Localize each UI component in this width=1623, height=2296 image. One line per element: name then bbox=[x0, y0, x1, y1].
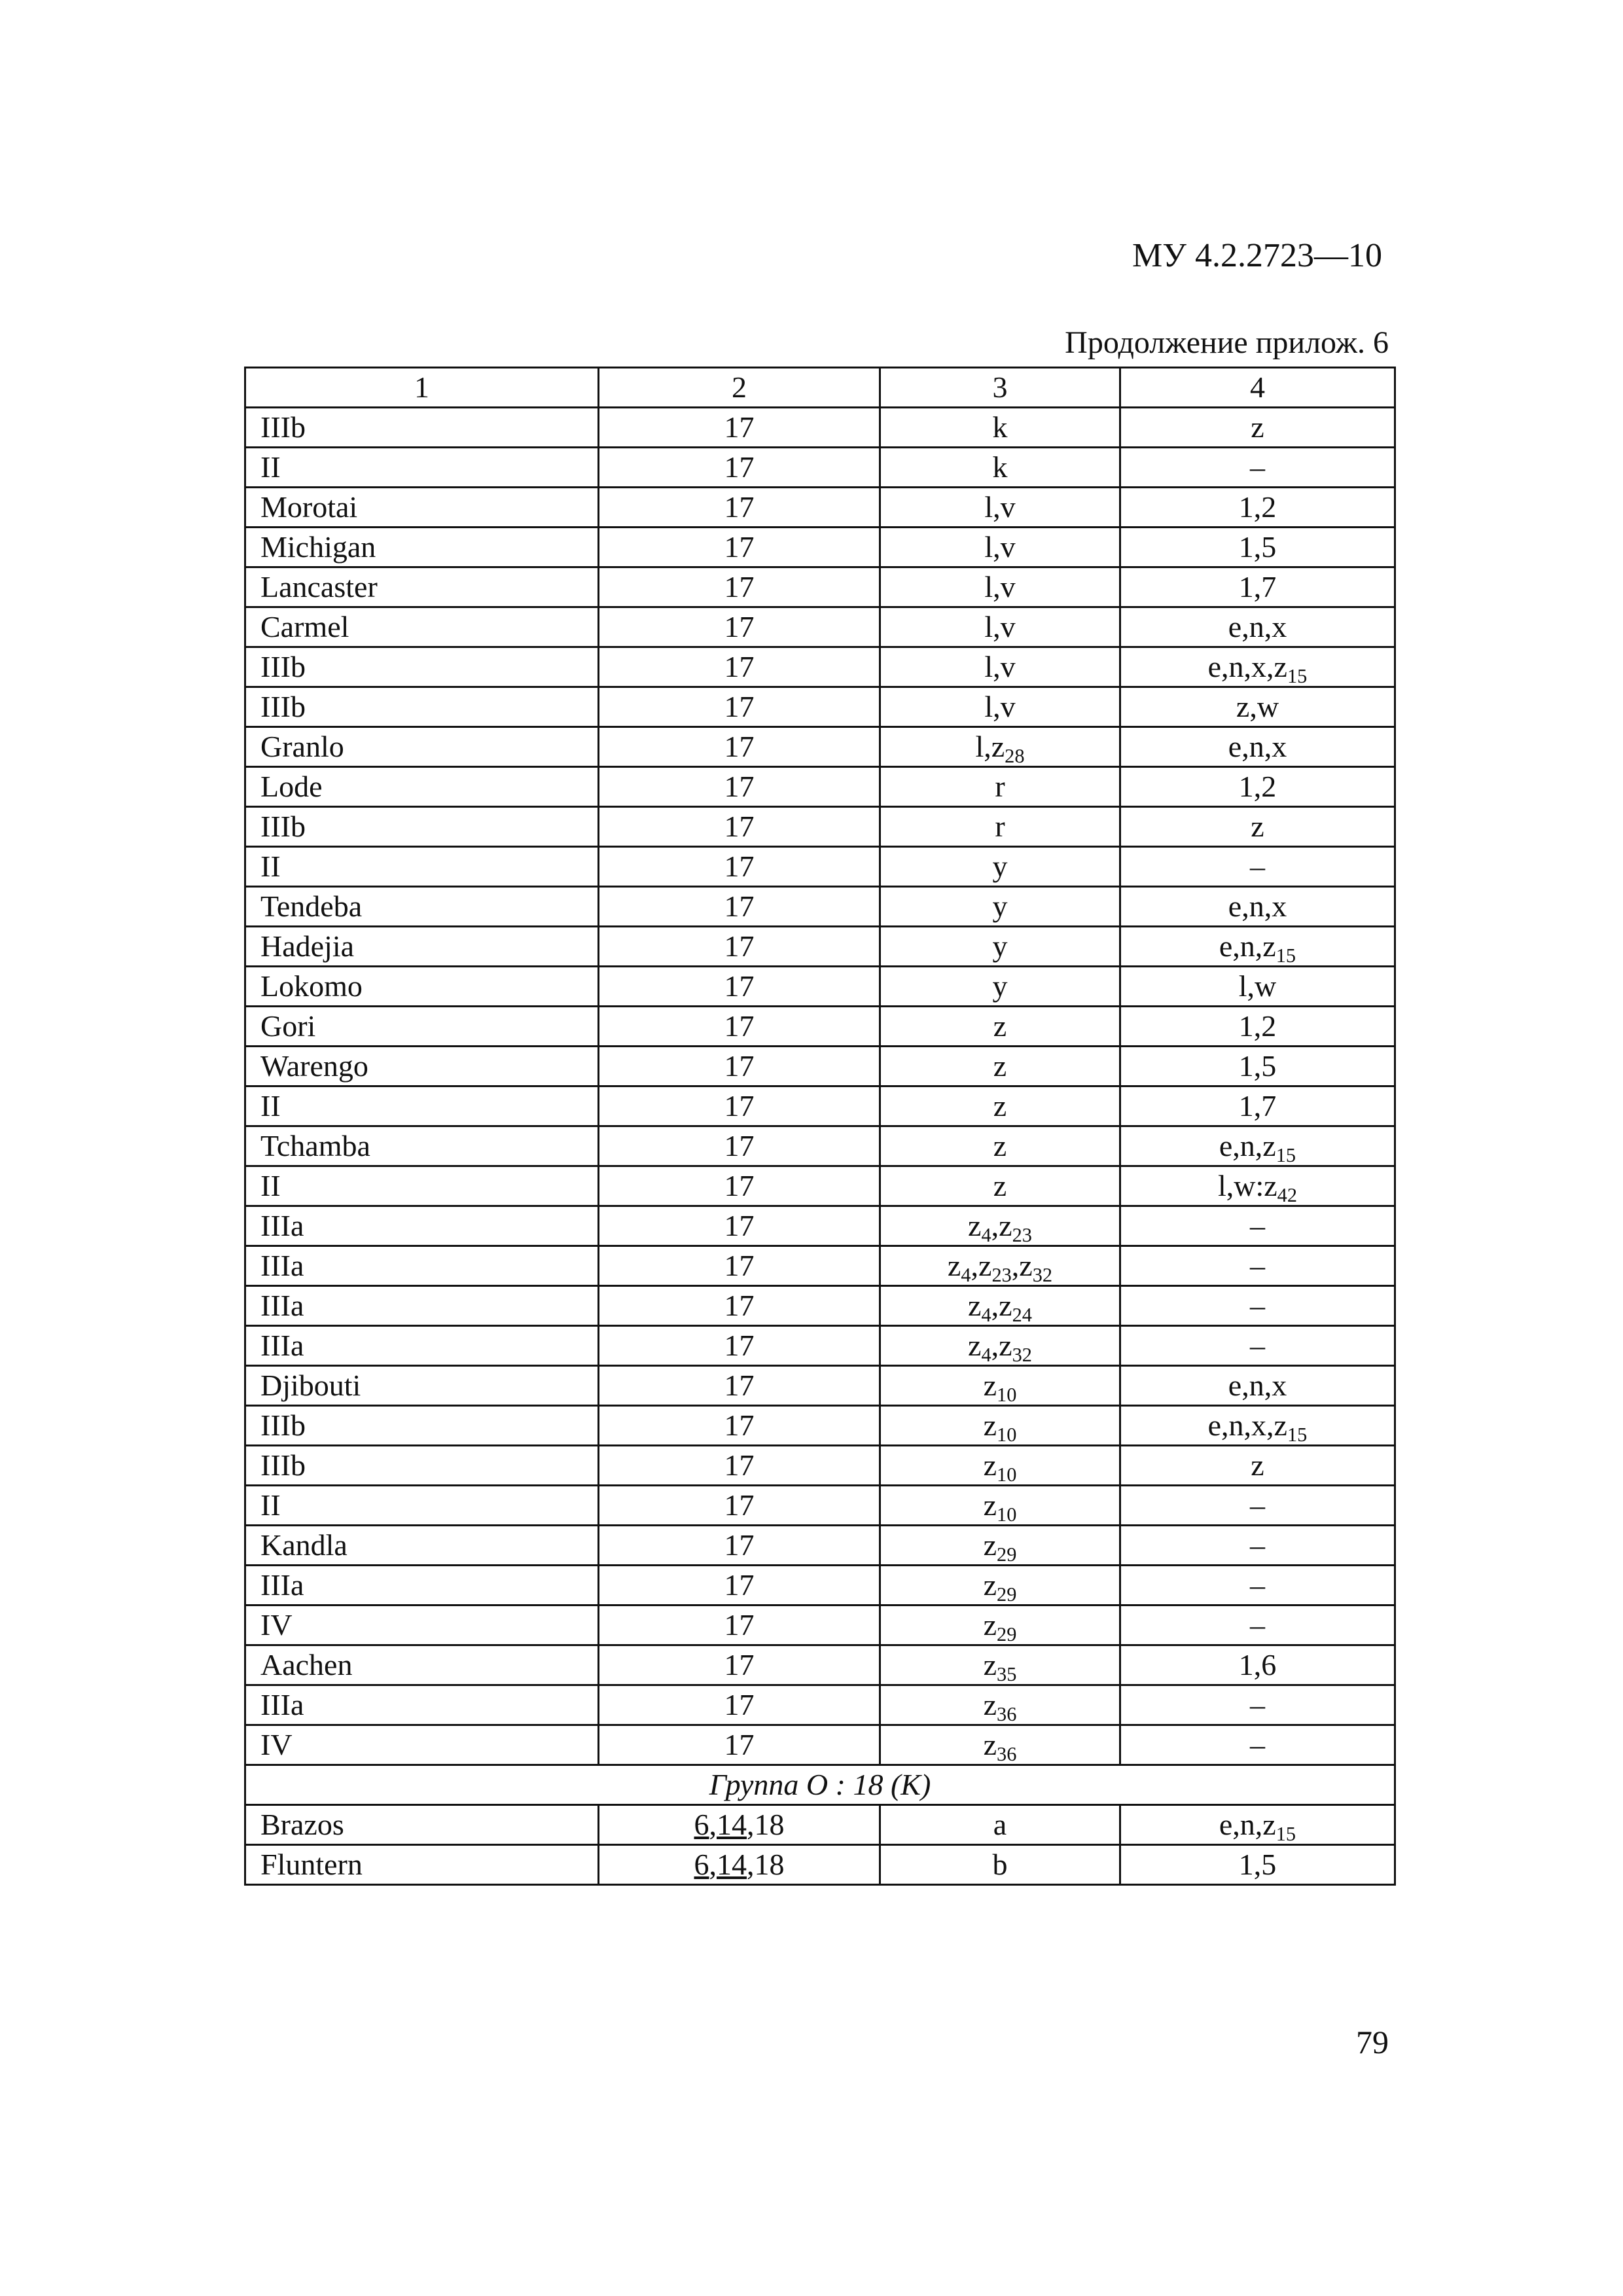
o-antigen-cell: 17 bbox=[599, 807, 880, 847]
h-phase2-cell: 1,7 bbox=[1120, 1086, 1395, 1126]
h-phase2-cell: – bbox=[1120, 1246, 1395, 1286]
column-number: 4 bbox=[1120, 368, 1395, 408]
table-row bbox=[245, 847, 1395, 887]
h-phase2-cell: $e,n,x,z_{15}$ bbox=[1120, 1406, 1395, 1446]
o-antigen-cell: 17 bbox=[599, 887, 880, 927]
serovar-cell: IV bbox=[245, 1725, 599, 1765]
o-antigen-cell: 17 bbox=[599, 1366, 880, 1406]
table-body bbox=[245, 368, 1395, 1885]
o-antigen-cell: 6,14,18 bbox=[599, 1805, 880, 1845]
serovar-cell: Michigan bbox=[245, 528, 599, 567]
table-row bbox=[245, 1126, 1395, 1166]
serovar-cell: IIIa bbox=[245, 1685, 599, 1725]
h-phase2-cell: – bbox=[1120, 1605, 1395, 1645]
column-number-row bbox=[245, 368, 1395, 408]
serovar-cell: II bbox=[245, 1166, 599, 1206]
o-antigen-cell: 17 bbox=[599, 1206, 880, 1246]
h-phase1-cell: $z_4,z_{24}$ bbox=[880, 1286, 1120, 1326]
serovar-cell: Fluntern bbox=[245, 1845, 599, 1885]
serovar-cell: II bbox=[245, 847, 599, 887]
h-phase2-cell: e,n,x bbox=[1120, 1366, 1395, 1406]
h-phase1-cell: $z_{35}$ bbox=[880, 1645, 1120, 1685]
serovar-cell: Lode bbox=[245, 767, 599, 807]
group-row bbox=[245, 1765, 1395, 1805]
table-row bbox=[245, 687, 1395, 727]
h-phase1-cell: $z_{10}$ bbox=[880, 1366, 1120, 1406]
o-antigen-cell: 17 bbox=[599, 1446, 880, 1486]
h-phase2-cell: 1,7 bbox=[1120, 567, 1395, 607]
o-antigen-cell: 17 bbox=[599, 927, 880, 967]
o-antigen-cell: 17 bbox=[599, 767, 880, 807]
table-row bbox=[245, 607, 1395, 647]
h-phase1-cell: l,v bbox=[880, 567, 1120, 607]
h-phase2-cell: 1,6 bbox=[1120, 1645, 1395, 1685]
o-antigen-cell: 17 bbox=[599, 528, 880, 567]
o-antigen-cell: 17 bbox=[599, 607, 880, 647]
h-phase1-cell: z bbox=[880, 1126, 1120, 1166]
table-row bbox=[245, 967, 1395, 1007]
o-antigen-cell: 17 bbox=[599, 1326, 880, 1366]
h-phase2-cell: – bbox=[1120, 1326, 1395, 1366]
table-row bbox=[245, 1246, 1395, 1286]
serovar-cell: IV bbox=[245, 1605, 599, 1645]
serovar-cell: Aachen bbox=[245, 1645, 599, 1685]
h-phase2-cell: 1,2 bbox=[1120, 488, 1395, 528]
h-phase1-cell: z bbox=[880, 1047, 1120, 1086]
column-number: 3 bbox=[880, 368, 1120, 408]
h-phase2-cell: 1,5 bbox=[1120, 1845, 1395, 1885]
serovar-cell: IIIa bbox=[245, 1246, 599, 1286]
o-antigen-cell: 17 bbox=[599, 1406, 880, 1446]
h-phase2-cell: $l,w:z_{42}$ bbox=[1120, 1166, 1395, 1206]
h-phase1-cell: l,v bbox=[880, 488, 1120, 528]
h-phase1-cell: $z_{10}$ bbox=[880, 1406, 1120, 1446]
h-phase2-cell: l,w bbox=[1120, 967, 1395, 1007]
o-antigen-cell: 17 bbox=[599, 847, 880, 887]
h-phase1-cell: y bbox=[880, 847, 1120, 887]
table-row bbox=[245, 1007, 1395, 1047]
serovar-cell: II bbox=[245, 1486, 599, 1526]
table-row bbox=[245, 1166, 1395, 1206]
o-antigen-cell: 17 bbox=[599, 1246, 880, 1286]
table-row bbox=[245, 1486, 1395, 1526]
table-row bbox=[245, 567, 1395, 607]
h-phase1-cell: b bbox=[880, 1845, 1120, 1885]
h-phase1-cell: l,v bbox=[880, 528, 1120, 567]
h-phase1-cell: y bbox=[880, 887, 1120, 927]
h-phase1-cell: $z_4,z_{23},z_{32}$ bbox=[880, 1246, 1120, 1286]
o-antigen-cell: 17 bbox=[599, 1166, 880, 1206]
h-phase1-cell: r bbox=[880, 767, 1120, 807]
table-row bbox=[245, 1047, 1395, 1086]
h-phase2-cell: – bbox=[1120, 1486, 1395, 1526]
serovar-cell: Morotai bbox=[245, 488, 599, 528]
table-row bbox=[245, 647, 1395, 687]
h-phase2-cell: z,w bbox=[1120, 687, 1395, 727]
group-heading: Группа O : 18 (K) bbox=[245, 1765, 1395, 1805]
h-phase2-cell: e,n,x bbox=[1120, 887, 1395, 927]
table-row bbox=[245, 1685, 1395, 1725]
h-phase2-cell: – bbox=[1120, 1526, 1395, 1566]
h-phase1-cell: $z_{29}$ bbox=[880, 1566, 1120, 1605]
continuation-note: Продолжение прилож. 6 bbox=[1065, 325, 1389, 360]
h-phase1-cell: z bbox=[880, 1007, 1120, 1047]
page-number: 79 bbox=[1356, 2024, 1389, 2060]
document-code: МУ 4.2.2723—10 bbox=[1132, 237, 1382, 274]
h-phase1-cell: $l,z_{28}$ bbox=[880, 727, 1120, 767]
o-antigen-cell: 17 bbox=[599, 1645, 880, 1685]
table-row bbox=[245, 727, 1395, 767]
serovar-cell: Tendeba bbox=[245, 887, 599, 927]
h-phase1-cell: k bbox=[880, 448, 1120, 488]
table-row bbox=[245, 1605, 1395, 1645]
serovar-cell: IIIb bbox=[245, 1446, 599, 1486]
o-antigen-cell: 17 bbox=[599, 1566, 880, 1605]
o-antigen-cell: 17 bbox=[599, 1486, 880, 1526]
serovar-cell: IIIa bbox=[245, 1206, 599, 1246]
h-phase2-cell: $e,n,z_{15}$ bbox=[1120, 927, 1395, 967]
h-phase1-cell: y bbox=[880, 927, 1120, 967]
h-phase2-cell: – bbox=[1120, 1566, 1395, 1605]
table-row bbox=[245, 408, 1395, 448]
table-row bbox=[245, 1206, 1395, 1246]
h-phase1-cell: z bbox=[880, 1166, 1120, 1206]
h-phase1-cell: $z_{29}$ bbox=[880, 1605, 1120, 1645]
h-phase2-cell: – bbox=[1120, 1685, 1395, 1725]
serovar-cell: II bbox=[245, 448, 599, 488]
o-antigen-cell: 17 bbox=[599, 408, 880, 448]
table-row bbox=[245, 807, 1395, 847]
serovar-cell: Tchamba bbox=[245, 1126, 599, 1166]
h-phase1-cell: z bbox=[880, 1086, 1120, 1126]
serovar-cell: Brazos bbox=[245, 1805, 599, 1845]
table-row bbox=[245, 887, 1395, 927]
h-phase2-cell: z bbox=[1120, 408, 1395, 448]
o-antigen-cell: 17 bbox=[599, 687, 880, 727]
serovar-cell: Hadejia bbox=[245, 927, 599, 967]
antigen-table bbox=[244, 367, 1396, 1886]
h-phase2-cell: z bbox=[1120, 807, 1395, 847]
h-phase2-cell: $e,n,z_{15}$ bbox=[1120, 1805, 1395, 1845]
o-antigen-cell: 17 bbox=[599, 647, 880, 687]
h-phase1-cell: $z_{10}$ bbox=[880, 1446, 1120, 1486]
serovar-cell: IIIb bbox=[245, 687, 599, 727]
serovar-cell: Lancaster bbox=[245, 567, 599, 607]
serovar-cell: II bbox=[245, 1086, 599, 1126]
table-row bbox=[245, 1286, 1395, 1326]
serovar-cell: Kandla bbox=[245, 1526, 599, 1566]
table-row bbox=[245, 927, 1395, 967]
h-phase2-cell: z bbox=[1120, 1446, 1395, 1486]
h-phase2-cell: – bbox=[1120, 847, 1395, 887]
serovar-cell: IIIa bbox=[245, 1566, 599, 1605]
h-phase2-cell: 1,5 bbox=[1120, 1047, 1395, 1086]
h-phase1-cell: l,v bbox=[880, 607, 1120, 647]
o-antigen-cell: 6,14,18 bbox=[599, 1845, 880, 1885]
h-phase1-cell: $z_{36}$ bbox=[880, 1685, 1120, 1725]
h-phase2-cell: – bbox=[1120, 1286, 1395, 1326]
h-phase2-cell: 1,2 bbox=[1120, 1007, 1395, 1047]
h-phase2-cell: – bbox=[1120, 1206, 1395, 1246]
h-phase2-cell: – bbox=[1120, 1725, 1395, 1765]
o-antigen-cell: 17 bbox=[599, 567, 880, 607]
o-antigen-cell: 17 bbox=[599, 967, 880, 1007]
table-row bbox=[245, 1805, 1395, 1845]
table-row bbox=[245, 528, 1395, 567]
serovar-cell: IIIb bbox=[245, 807, 599, 847]
h-phase2-cell: $e,n,z_{15}$ bbox=[1120, 1126, 1395, 1166]
serovar-cell: Carmel bbox=[245, 607, 599, 647]
o-antigen-cell: 17 bbox=[599, 1086, 880, 1126]
table-row bbox=[245, 1446, 1395, 1486]
table-row bbox=[245, 1086, 1395, 1126]
h-phase2-cell: $e,n,x,z_{15}$ bbox=[1120, 647, 1395, 687]
table-row bbox=[245, 767, 1395, 807]
table-row bbox=[245, 1326, 1395, 1366]
serovar-cell: Warengo bbox=[245, 1047, 599, 1086]
serovar-cell: Lokomo bbox=[245, 967, 599, 1007]
o-antigen-cell: 17 bbox=[599, 1526, 880, 1566]
h-phase1-cell: k bbox=[880, 408, 1120, 448]
table-row bbox=[245, 448, 1395, 488]
table-row bbox=[245, 1406, 1395, 1446]
o-antigen-cell: 17 bbox=[599, 448, 880, 488]
h-phase1-cell: l,v bbox=[880, 687, 1120, 727]
h-phase1-cell: r bbox=[880, 807, 1120, 847]
h-phase1-cell: $z_{29}$ bbox=[880, 1526, 1120, 1566]
column-number: 2 bbox=[599, 368, 880, 408]
o-antigen-cell: 17 bbox=[599, 488, 880, 528]
table-row bbox=[245, 1645, 1395, 1685]
h-phase1-cell: $z_4,z_{23}$ bbox=[880, 1206, 1120, 1246]
table-row bbox=[245, 1526, 1395, 1566]
h-phase1-cell: $z_{10}$ bbox=[880, 1486, 1120, 1526]
o-antigen-cell: 17 bbox=[599, 1685, 880, 1725]
o-antigen-cell: 17 bbox=[599, 1725, 880, 1765]
h-phase2-cell: 1,2 bbox=[1120, 767, 1395, 807]
table-row bbox=[245, 1366, 1395, 1406]
h-phase2-cell: e,n,x bbox=[1120, 607, 1395, 647]
o-antigen-cell: 17 bbox=[599, 1126, 880, 1166]
h-phase1-cell: l,v bbox=[880, 647, 1120, 687]
table-row bbox=[245, 1725, 1395, 1765]
serovar-cell: IIIb bbox=[245, 1406, 599, 1446]
o-antigen-cell: 17 bbox=[599, 1605, 880, 1645]
serovar-cell: Djibouti bbox=[245, 1366, 599, 1406]
serovar-cell: IIIa bbox=[245, 1286, 599, 1326]
column-number: 1 bbox=[245, 368, 599, 408]
h-phase1-cell: $z_4,z_{32}$ bbox=[880, 1326, 1120, 1366]
serovar-cell: IIIb bbox=[245, 647, 599, 687]
h-phase1-cell: y bbox=[880, 967, 1120, 1007]
serovar-cell: Granlo bbox=[245, 727, 599, 767]
h-phase2-cell: 1,5 bbox=[1120, 528, 1395, 567]
serovar-cell: IIIb bbox=[245, 408, 599, 448]
table-row bbox=[245, 1566, 1395, 1605]
table-row bbox=[245, 1845, 1395, 1885]
serovar-cell: IIIa bbox=[245, 1326, 599, 1366]
h-phase1-cell: $z_{36}$ bbox=[880, 1725, 1120, 1765]
h-phase1-cell: a bbox=[880, 1805, 1120, 1845]
h-phase2-cell: – bbox=[1120, 448, 1395, 488]
o-antigen-cell: 17 bbox=[599, 1286, 880, 1326]
o-antigen-cell: 17 bbox=[599, 1047, 880, 1086]
serovar-cell: Gori bbox=[245, 1007, 599, 1047]
o-antigen-cell: 17 bbox=[599, 1007, 880, 1047]
o-antigen-cell: 17 bbox=[599, 727, 880, 767]
table-row bbox=[245, 488, 1395, 528]
h-phase2-cell: e,n,x bbox=[1120, 727, 1395, 767]
